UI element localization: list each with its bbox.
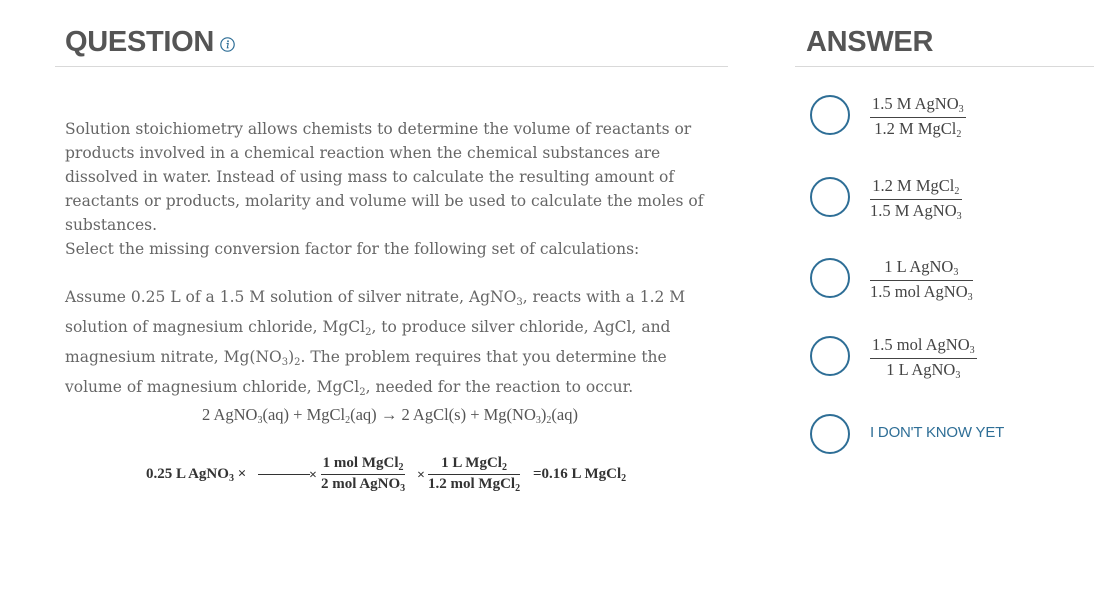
multiply-sign: × (309, 468, 317, 483)
question-header (65, 22, 235, 62)
calc-result: =0.16 L MgCl$_2$ (533, 466, 627, 484)
dont-know-label[interactable]: I DON'T KNOW YET (870, 424, 1005, 441)
radio-button[interactable] (810, 177, 850, 217)
option-fraction: 1 L AgNO$_3$ 1.5 mol AgNO$_3$ (870, 257, 973, 303)
question-title: QUESTION (65, 25, 215, 58)
missing-factor-blank (258, 474, 310, 475)
chemical-equation: 2 AgNO$_3$(aq) + MgCl$_2$(aq) → 2 AgCl(s) + $Mg(NO_3)_2(aq)$ (202, 405, 578, 426)
option-fraction: 1.5 M AgNO$_3$ 1.2 M MgCl$_2$ (872, 94, 964, 140)
option-fraction: 1.5 mol AgNO$_3$ 1 L AgNO$_3$ (872, 335, 975, 381)
problem-paragraph: Assume 0.25 L of a 1.5 M solution of silver nitrate, AgNO$_3$, reacts with a 1.2 M solution of magnesium chloride, MgCl$_2$, to produce silver chloride, AgCl, and magnesium nitrate, $Mg(NO_3)_2$. The problem requires that you determine the volume of magnesium chloride, MgCl$_2$, needed for the reaction to occur. (65, 288, 686, 398)
radio-button[interactable] (810, 336, 850, 376)
info-icon[interactable] (220, 37, 235, 52)
reaction-arrow-icon: → (380, 405, 398, 424)
answer-option-4[interactable] (808, 334, 1094, 382)
option-fraction: 1.2 M MgCl$_2$ 1.5 M AgNO$_3$ (870, 176, 962, 222)
instruction-paragraph: Select the missing conversion factor for the following set of calculations: (65, 240, 640, 258)
question-divider (55, 66, 728, 67)
answer-option-dont-know[interactable] (808, 412, 1094, 460)
intro-paragraph: Solution stoichiometry allows chemists to determine the volume of reactants or products involved in a chemical reaction when the chemical substances are dissolved in water. Instead of using mass to calculate the resulting amount of reactants or products, molarity and volume will be used to calculate the moles of substances. (65, 120, 704, 234)
multiply-sign: × (417, 468, 425, 483)
answer-option-3[interactable] (808, 256, 1094, 304)
answer-title: ANSWER (806, 25, 934, 58)
calc-start-quantity: 0.25 L AgNO$_3$ × (146, 466, 247, 484)
multiply-sign: × (237, 466, 247, 482)
answer-option-1[interactable] (808, 93, 1094, 141)
calc-fraction-mole-ratio: 1 mol MgCl$_2$ 2 mol AgNO$_3$ (321, 455, 406, 494)
radio-button[interactable] (810, 95, 850, 135)
calc-fraction-molarity: 1 L MgCl$_2$ 1.2 mol MgCl$_2$ (428, 455, 521, 494)
radio-button[interactable] (810, 414, 850, 454)
answer-divider (795, 66, 1094, 67)
radio-button[interactable] (810, 258, 850, 298)
answer-option-2[interactable] (808, 175, 1094, 223)
